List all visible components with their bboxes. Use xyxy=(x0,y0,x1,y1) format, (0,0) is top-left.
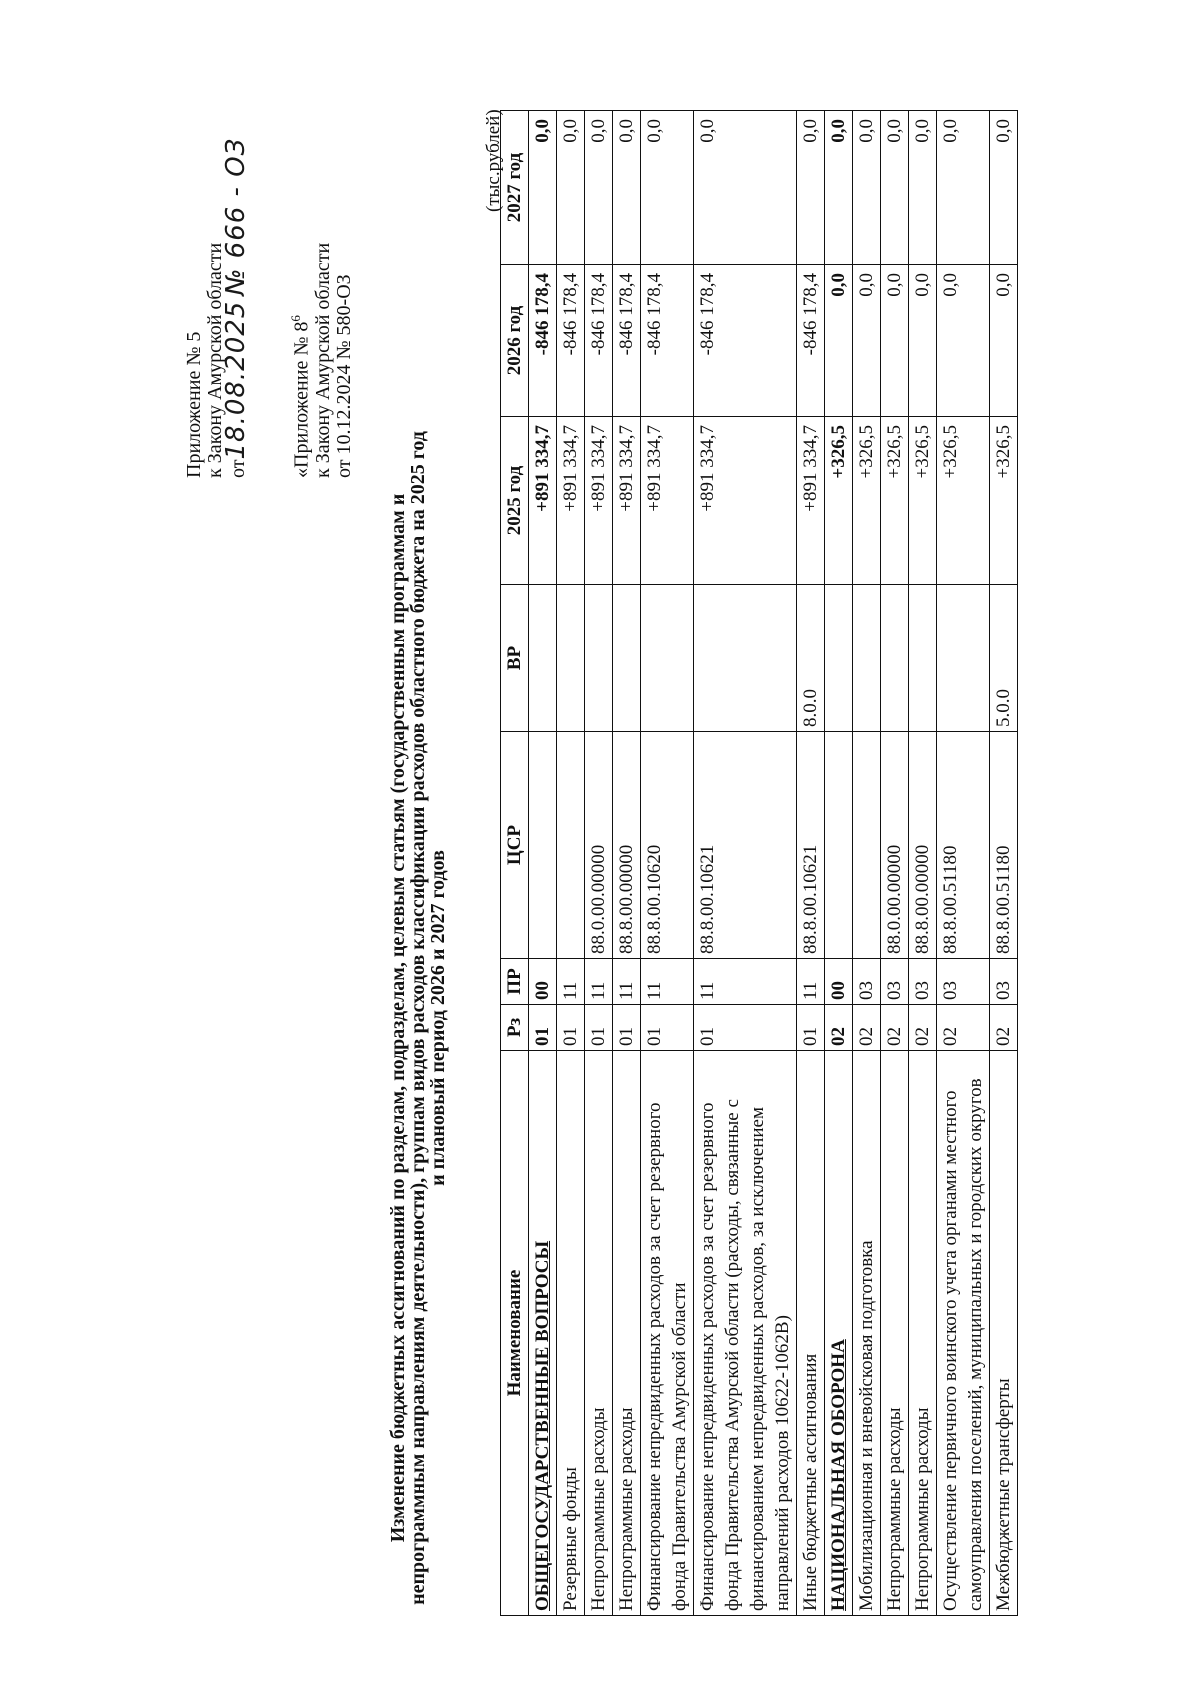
cell-2027: 0,0 xyxy=(881,111,909,265)
document-title: Изменение бюджетных ассигнований по разделам, подразделам, целевым статьям (государственным программам и непрограммным направлениям деятельности), группам видов расходов классификации расходов областного бюджета на 2025 год и плановый период 2026 и 2027 годов xyxy=(387,431,449,1605)
cell-2025: +891 334,7 xyxy=(529,417,557,585)
cell-2025: +891 334,7 xyxy=(797,417,825,585)
table-row xyxy=(585,111,613,1616)
cell-rz: 02 xyxy=(881,1005,909,1051)
header-pr: ПР xyxy=(501,959,529,1005)
cell-pr: 11 xyxy=(797,959,825,1005)
cell-2026: -846 178,4 xyxy=(797,265,825,417)
cell-name: Финансирование непредвиденных расходов за счет резервного фонда Правительства Амурской области (расходы, связанные с финансированием непредвиденных расходов, за исключением направлений расходов 10622-1062В) xyxy=(694,1051,797,1616)
cell-csr xyxy=(529,732,557,959)
header-2025: 2025 год xyxy=(501,417,529,585)
cell-2026: -846 178,4 xyxy=(641,265,694,417)
cell-rz: 02 xyxy=(937,1005,990,1051)
cell-2027: 0,0 xyxy=(853,111,881,265)
cell-pr: 11 xyxy=(585,959,613,1005)
cell-vr xyxy=(853,585,881,732)
cell-vr: 8.0.0 xyxy=(797,585,825,732)
cell-rz: 02 xyxy=(825,1005,853,1051)
cell-2025: +891 334,7 xyxy=(694,417,797,585)
cell-vr: 5.0.0 xyxy=(990,585,1018,732)
cell-rz: 01 xyxy=(797,1005,825,1051)
cell-name: НАЦИОНАЛЬНАЯ ОБОРОНА xyxy=(825,1051,853,1616)
cell-pr: 03 xyxy=(881,959,909,1005)
cell-vr xyxy=(613,585,641,732)
header-2027: 2027 год xyxy=(501,111,529,265)
cell-2027: 0,0 xyxy=(585,111,613,265)
cell-pr: 11 xyxy=(641,959,694,1005)
header-vr: ВР xyxy=(501,585,529,732)
cell-pr: 03 xyxy=(990,959,1018,1005)
cell-csr: 88.8.00.10621 xyxy=(694,732,797,959)
cell-2025: +326,5 xyxy=(990,417,1018,585)
cell-vr xyxy=(825,585,853,732)
units-label: (тыс.рублей) xyxy=(483,109,504,212)
cell-2026: 0,0 xyxy=(909,265,937,417)
cell-2026: -846 178,4 xyxy=(613,265,641,417)
cell-pr: 03 xyxy=(909,959,937,1005)
handwritten-law-number: № 666 - ОЗ xyxy=(221,137,251,296)
cell-csr xyxy=(557,732,585,959)
handwritten-date: 18.08.2025 xyxy=(221,300,251,460)
date-prefix: от xyxy=(227,459,249,478)
cell-vr xyxy=(937,585,990,732)
table-row xyxy=(797,111,825,1616)
cell-2027: 0,0 xyxy=(613,111,641,265)
cell-csr: 88.0.00.00000 xyxy=(585,732,613,959)
header-2026: 2026 год xyxy=(501,265,529,417)
cell-pr: 11 xyxy=(557,959,585,1005)
table-row xyxy=(909,111,937,1616)
cell-pr: 11 xyxy=(613,959,641,1005)
cell-2025: +891 334,7 xyxy=(641,417,694,585)
cell-2026: 0,0 xyxy=(937,265,990,417)
cell-rz: 01 xyxy=(641,1005,694,1051)
header-csr: ЦСР xyxy=(501,732,529,959)
cell-2027: 0,0 xyxy=(557,111,585,265)
cell-vr xyxy=(557,585,585,732)
cell-2026: 0,0 xyxy=(825,265,853,417)
cell-rz: 02 xyxy=(990,1005,1018,1051)
cell-2026: -846 178,4 xyxy=(557,265,585,417)
cell-csr xyxy=(853,732,881,959)
cell-name: Непрограммные расходы xyxy=(909,1051,937,1616)
appendix-header xyxy=(184,138,249,478)
table-row xyxy=(613,111,641,1616)
table-row xyxy=(825,111,853,1616)
cell-rz: 02 xyxy=(909,1005,937,1051)
cell-csr: 88.8.00.51180 xyxy=(937,732,990,959)
table-row xyxy=(694,111,797,1616)
cell-name: Непрограммные расходы xyxy=(613,1051,641,1616)
appendix-superscript: 6 xyxy=(288,315,303,322)
table-body xyxy=(529,111,1018,1616)
cell-name: Непрограммные расходы xyxy=(585,1051,613,1616)
cell-csr: 88.8.00.00000 xyxy=(909,732,937,959)
table-row xyxy=(529,111,557,1616)
cell-name: ОБЩЕГОСУДАРСТВЕННЫЕ ВОПРОСЫ xyxy=(529,1051,557,1616)
table-header-row xyxy=(501,111,529,1616)
cell-vr xyxy=(641,585,694,732)
table-row xyxy=(641,111,694,1616)
previous-appendix-date: от 10.12.2024 № 580-ОЗ xyxy=(332,274,355,478)
budget-table-container xyxy=(500,111,1018,1616)
cell-pr: 03 xyxy=(937,959,990,1005)
cell-2027: 0,0 xyxy=(909,111,937,265)
cell-csr xyxy=(825,732,853,959)
cell-2025: +326,5 xyxy=(937,417,990,585)
cell-2027: 0,0 xyxy=(937,111,990,265)
cell-vr xyxy=(909,585,937,732)
cell-rz: 01 xyxy=(585,1005,613,1051)
cell-2026: 0,0 xyxy=(990,265,1018,417)
cell-2027: 0,0 xyxy=(990,111,1018,265)
cell-rz: 01 xyxy=(694,1005,797,1051)
header-rz: Рз xyxy=(501,1005,529,1051)
cell-vr xyxy=(585,585,613,732)
header-name: Наименование xyxy=(501,1051,529,1616)
cell-name: Финансирование непредвиденных расходов за счет резервного фонда Правительства Амурской области xyxy=(641,1051,694,1616)
cell-rz: 01 xyxy=(613,1005,641,1051)
cell-csr: 88.0.00.00000 xyxy=(881,732,909,959)
appendix-number: Приложение № 5 xyxy=(183,331,205,478)
cell-2026: -846 178,4 xyxy=(694,265,797,417)
cell-pr: 03 xyxy=(853,959,881,1005)
cell-name: Мобилизационная и вневойсковая подготовка xyxy=(853,1051,881,1616)
cell-csr: 88.8.00.10620 xyxy=(641,732,694,959)
table-row xyxy=(557,111,585,1616)
cell-2027: 0,0 xyxy=(797,111,825,265)
cell-2026: 0,0 xyxy=(881,265,909,417)
cell-2025: +326,5 xyxy=(881,417,909,585)
cell-2025: +326,5 xyxy=(825,417,853,585)
cell-name: Иные бюджетные ассигнования xyxy=(797,1051,825,1616)
cell-2027: 0,0 xyxy=(641,111,694,265)
cell-2027: 0,0 xyxy=(694,111,797,265)
cell-2026: 0,0 xyxy=(853,265,881,417)
cell-2026: -846 178,4 xyxy=(585,265,613,417)
previous-appendix-number xyxy=(285,243,313,478)
cell-name: Межбюджетные трансферты xyxy=(990,1051,1018,1616)
cell-vr xyxy=(881,585,909,732)
cell-csr: 88.8.00.00000 xyxy=(613,732,641,959)
cell-2025: +891 334,7 xyxy=(613,417,641,585)
cell-pr: 00 xyxy=(825,959,853,1005)
cell-rz: 01 xyxy=(557,1005,585,1051)
cell-csr: 88.8.00.10621 xyxy=(797,732,825,959)
appendix-law-ref: к Закону Амурской области xyxy=(204,242,226,478)
cell-name: Резервные фонды xyxy=(557,1051,585,1616)
table-row xyxy=(990,111,1018,1616)
cell-name: Осуществление первичного воинского учета органами местного самоуправления поселений, муниципальных и городских округов xyxy=(937,1051,990,1616)
cell-2025: +891 334,7 xyxy=(585,417,613,585)
cell-2027: 0,0 xyxy=(529,111,557,265)
cell-vr xyxy=(529,585,557,732)
cell-csr: 88.8.00.51180 xyxy=(990,732,1018,959)
previous-appendix-label: «Приложение № 8 xyxy=(290,321,313,478)
cell-rz: 02 xyxy=(853,1005,881,1051)
cell-2025: +326,5 xyxy=(853,417,881,585)
cell-2025: +891 334,7 xyxy=(557,417,585,585)
table-row xyxy=(853,111,881,1616)
cell-2027: 0,0 xyxy=(825,111,853,265)
cell-name: Непрограммные расходы xyxy=(881,1051,909,1616)
cell-pr: 11 xyxy=(694,959,797,1005)
table-row xyxy=(937,111,990,1616)
previous-appendix-law-ref: к Закону Амурской области xyxy=(311,242,334,478)
table-row xyxy=(881,111,909,1616)
cell-2026: -846 178,4 xyxy=(529,265,557,417)
previous-appendix-header xyxy=(285,243,355,478)
cell-rz: 01 xyxy=(529,1005,557,1051)
budget-table xyxy=(500,110,1018,1616)
cell-2025: +326,5 xyxy=(909,417,937,585)
cell-pr: 00 xyxy=(529,959,557,1005)
appendix-date-line xyxy=(221,137,251,478)
cell-vr xyxy=(694,585,797,732)
